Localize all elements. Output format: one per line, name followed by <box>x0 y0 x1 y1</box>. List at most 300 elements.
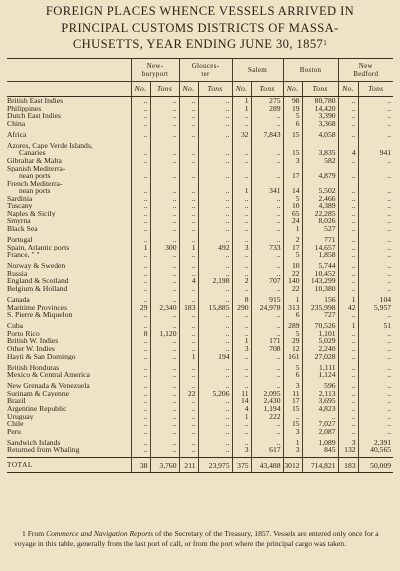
vessel-count-cell <box>338 165 358 173</box>
tonnage-cell: .. <box>251 311 283 319</box>
tonnage-cell: .. <box>358 337 393 345</box>
table-row <box>7 277 393 285</box>
place-name: Hayti & San Domingo <box>7 352 76 361</box>
vessel-count-cell: .. <box>232 225 251 233</box>
vessel-count-cell: .. <box>232 322 251 330</box>
vessel-count-cell: .. <box>338 330 358 338</box>
vessel-count-cell <box>283 165 302 173</box>
vessel-count-cell: .. <box>338 195 358 203</box>
vessel-count-cell: .. <box>232 202 251 210</box>
tonnage-cell: .. <box>251 330 283 338</box>
vessel-count-cell: .. <box>131 236 150 244</box>
total-row <box>7 458 393 473</box>
vessel-count-cell: .. <box>338 131 358 139</box>
vessel-count-cell: .. <box>131 296 150 304</box>
vessel-count-cell: 15 <box>283 420 302 428</box>
tonnage-cell: 22,285 <box>302 210 338 218</box>
table-row <box>7 439 393 447</box>
tonnage-cell: 14,420 <box>302 105 338 113</box>
tonnage-cell: .. <box>198 322 232 330</box>
tonnage-cell: .. <box>358 97 393 105</box>
tonnage-cell: 104 <box>358 296 393 304</box>
vessel-count-cell: 289 <box>283 322 302 330</box>
place-name: Chile <box>7 420 24 428</box>
vessel-count-cell: .. <box>338 390 358 398</box>
place-name: Philippines <box>7 104 42 113</box>
district-header-newburyport: New- buryport <box>131 59 179 82</box>
tonnage-cell: .. <box>150 105 179 113</box>
vessel-count-cell: .. <box>338 420 358 428</box>
tonnage-cell <box>251 165 283 173</box>
vessel-count-cell: .. <box>338 353 358 361</box>
vessel-count-cell: .. <box>131 439 150 447</box>
vessel-count-cell: .. <box>179 187 198 195</box>
vessel-count-cell: 1 <box>232 105 251 113</box>
tonnage-cell: 1,120 <box>150 330 179 338</box>
vessel-count-cell: .. <box>131 397 150 405</box>
vessel-count-cell: .. <box>338 413 358 421</box>
place-name: Maritime Provinces <box>7 303 68 312</box>
place-name: Norway & Sweden <box>7 262 66 270</box>
vessel-count-cell: 1 <box>338 322 358 330</box>
vessel-count-cell: .. <box>131 390 150 398</box>
table-row <box>7 120 393 128</box>
vessel-count-cell <box>131 165 150 173</box>
vessel-count-cell: 1 <box>232 187 251 195</box>
place-name: Brazil <box>7 397 26 405</box>
tonnage-cell: 289 <box>251 105 283 113</box>
vessel-count-cell <box>338 180 358 188</box>
vessel-count-cell: 5 <box>283 195 302 203</box>
vessel-count-cell: 32 <box>232 131 251 139</box>
tonnage-cell: 4,879 <box>302 172 338 180</box>
tonnage-cell: .. <box>358 311 393 319</box>
tonnage-cell: .. <box>198 428 232 436</box>
vessel-count-cell: 4 <box>179 277 198 285</box>
vessel-count-cell: 313 <box>283 304 302 312</box>
vessel-count-cell: 24 <box>283 217 302 225</box>
tonnage-cell: .. <box>251 210 283 218</box>
tonnage-cell: 40,565 <box>358 446 393 454</box>
tonnage-cell: .. <box>198 97 232 105</box>
vessel-count-cell: 1 <box>131 244 150 252</box>
tonnage-cell: .. <box>150 397 179 405</box>
tonnage-cell: .. <box>150 390 179 398</box>
tonnage-cell: .. <box>251 270 283 278</box>
tonnage-cell <box>251 142 283 150</box>
vessel-count-cell: 2 <box>283 236 302 244</box>
tonnage-cell: .. <box>198 131 232 139</box>
tonnage-cell: 8,026 <box>302 217 338 225</box>
vessel-count-cell: .. <box>131 225 150 233</box>
tonnage-cell: 222 <box>251 413 283 421</box>
table-row <box>7 270 393 278</box>
vessel-count-cell: 5 <box>283 364 302 372</box>
table-row <box>7 142 393 150</box>
vessel-count-cell: .. <box>179 172 198 180</box>
vessel-count-cell: .. <box>179 420 198 428</box>
tonnage-cell: 156 <box>302 296 338 304</box>
vessel-count-cell: 3 <box>232 446 251 454</box>
tonnage-cell: .. <box>150 439 179 447</box>
vessel-count-cell: .. <box>179 337 198 345</box>
vessel-count-cell <box>131 142 150 150</box>
vessel-count-cell: 5 <box>283 251 302 259</box>
tonnage-cell <box>150 180 179 188</box>
tonnage-cell: .. <box>251 262 283 270</box>
tonnage-cell: .. <box>150 262 179 270</box>
tonnage-cell: 275 <box>251 97 283 105</box>
vessel-count-cell: .. <box>338 345 358 353</box>
vessel-count-cell: 14 <box>283 187 302 195</box>
vessel-count-cell: 8 <box>232 296 251 304</box>
tonnage-cell: .. <box>150 217 179 225</box>
footnote <box>14 529 390 549</box>
tonnage-cell: .. <box>358 405 393 413</box>
tonnage-cell: 1,194 <box>251 405 283 413</box>
vessel-count-cell: 3 <box>338 439 358 447</box>
vessel-count-cell: 3 <box>232 345 251 353</box>
vessel-count-cell: 5 <box>283 330 302 338</box>
vessel-count-cell: .. <box>232 428 251 436</box>
vessel-count-cell: .. <box>232 371 251 379</box>
tonnage-cell: 1,111 <box>302 364 338 372</box>
vessel-count-cell: 98 <box>283 97 302 105</box>
tonnage-cell: .. <box>251 112 283 120</box>
tonnage-cell <box>358 165 393 173</box>
place-name: nean ports <box>19 172 51 180</box>
tonnage-cell: .. <box>358 105 393 113</box>
vessel-count-cell: 6 <box>283 120 302 128</box>
title-line-3 <box>6 36 394 53</box>
vessel-count-cell: 1 <box>232 413 251 421</box>
table-row <box>7 285 393 293</box>
vessel-count-cell: .. <box>338 337 358 345</box>
tonnage-cell: .. <box>358 371 393 379</box>
place-name: British East Indies <box>7 96 64 105</box>
tonnage-cell: .. <box>198 364 232 372</box>
tonnage-cell: .. <box>150 251 179 259</box>
tonnage-cell <box>358 142 393 150</box>
vessel-count-cell: .. <box>179 322 198 330</box>
table-row <box>7 236 393 244</box>
vessel-count-cell: 4 <box>232 405 251 413</box>
tonnage-cell: .. <box>150 382 179 390</box>
tonnage-cell <box>302 142 338 150</box>
vessel-count-cell: 17 <box>283 397 302 405</box>
place-name: Belgium & Holland <box>7 284 68 293</box>
place-name: Porto Rico <box>7 329 40 338</box>
vessel-count-cell: .. <box>131 172 150 180</box>
vessel-count-cell <box>232 180 251 188</box>
tonnage-cell: 2,113 <box>302 390 338 398</box>
tonnage-cell: 27,028 <box>302 353 338 361</box>
place-name: British W. Indies <box>7 337 59 345</box>
vessel-count-cell: .. <box>131 428 150 436</box>
vessel-count-cell: .. <box>179 149 198 157</box>
tonnage-cell: .. <box>358 270 393 278</box>
vessel-count-cell: .. <box>131 262 150 270</box>
tonnage-cell: .. <box>358 244 393 252</box>
vessel-count-cell: .. <box>232 172 251 180</box>
tonnage-cell: .. <box>198 236 232 244</box>
table-row <box>7 105 393 113</box>
vessel-count-cell: .. <box>338 277 358 285</box>
tonnage-cell: 235,998 <box>302 304 338 312</box>
tonnage-cell: .. <box>358 225 393 233</box>
place-name: Smyrna <box>7 217 31 225</box>
tonnage-cell: 5,206 <box>198 390 232 398</box>
tonnage-cell: .. <box>251 251 283 259</box>
vessel-count-cell: .. <box>179 428 198 436</box>
tonnage-cell: .. <box>358 131 393 139</box>
tonnage-cell: .. <box>150 236 179 244</box>
tonnage-cell: .. <box>198 296 232 304</box>
vessel-count-cell <box>131 180 150 188</box>
tonnage-cell: .. <box>251 120 283 128</box>
place-name: England & Scotland <box>7 277 69 285</box>
tonnage-cell: 14,657 <box>302 244 338 252</box>
vessel-count-cell: 1 <box>232 337 251 345</box>
table-row <box>7 165 393 173</box>
vessel-count-cell: .. <box>232 236 251 244</box>
tonnage-cell: 51 <box>358 322 393 330</box>
vessel-count-cell: .. <box>179 285 198 293</box>
col-header-no: No. <box>179 82 198 97</box>
vessel-count-cell: 3 <box>283 382 302 390</box>
tonnage-cell: .. <box>358 390 393 398</box>
vessel-count-cell: .. <box>131 202 150 210</box>
vessel-count-cell: .. <box>131 251 150 259</box>
vessel-count-cell: .. <box>131 217 150 225</box>
tonnage-cell: 5,744 <box>302 262 338 270</box>
place-name: S. Pierre & Miquelon <box>7 311 73 319</box>
tonnage-cell: .. <box>198 187 232 195</box>
tonnage-cell: 845 <box>302 446 338 454</box>
table-row <box>7 244 393 252</box>
vessel-count-cell: 22 <box>283 270 302 278</box>
place-name: Tuscany <box>7 202 33 210</box>
vessel-count-cell: .. <box>179 270 198 278</box>
vessel-count-cell: 6 <box>283 371 302 379</box>
vessel-count-cell: .. <box>179 217 198 225</box>
place-name: Africa <box>7 130 27 139</box>
tonnage-cell: .. <box>302 413 338 421</box>
vessel-count-cell: .. <box>283 413 302 421</box>
place-name: Canada <box>7 296 30 304</box>
tonnage-cell: .. <box>251 217 283 225</box>
tonnage-cell: .. <box>150 364 179 372</box>
vessel-count-cell: 8 <box>131 330 150 338</box>
tonnage-cell: 4,389 <box>302 202 338 210</box>
table-row <box>7 330 393 338</box>
vessel-count-cell: 211 <box>179 458 198 473</box>
vessel-count-cell: 17 <box>283 244 302 252</box>
table-row <box>7 112 393 120</box>
tonnage-cell: .. <box>150 97 179 105</box>
tonnage-cell: .. <box>150 353 179 361</box>
tonnage-cell: 596 <box>302 382 338 390</box>
vessel-count-cell: .. <box>232 364 251 372</box>
vessel-count-cell: 1 <box>283 296 302 304</box>
vessel-count-cell: .. <box>338 428 358 436</box>
place-name: Black Sea <box>7 224 38 233</box>
tonnage-cell: .. <box>251 202 283 210</box>
tonnage-cell: .. <box>358 172 393 180</box>
tonnage-cell: .. <box>198 337 232 345</box>
tonnage-cell: .. <box>198 202 232 210</box>
vessel-count-cell: .. <box>232 157 251 165</box>
vessel-count-cell: .. <box>232 285 251 293</box>
vessel-count-cell: .. <box>232 262 251 270</box>
tonnage-cell: .. <box>358 202 393 210</box>
tonnage-cell: .. <box>358 428 393 436</box>
vessel-count-cell: .. <box>232 353 251 361</box>
vessel-count-cell: 3 <box>283 157 302 165</box>
table-row <box>7 345 393 353</box>
table-row <box>7 217 393 225</box>
vessel-count-cell: 4 <box>338 149 358 157</box>
vessel-count-cell: .. <box>179 345 198 353</box>
col-header-no: No. <box>131 82 150 97</box>
table-row <box>7 304 393 312</box>
vessel-count-cell: .. <box>232 217 251 225</box>
tonnage-cell: .. <box>150 210 179 218</box>
vessel-count-cell: .. <box>179 330 198 338</box>
vessel-count-cell: .. <box>232 439 251 447</box>
tonnage-cell: .. <box>198 382 232 390</box>
title-line-2: PRINCIPAL CUSTOMS DISTRICTS OF MASSA- <box>61 20 339 35</box>
tonnage-cell: 70,526 <box>302 322 338 330</box>
vessel-count-cell: 161 <box>283 353 302 361</box>
table-row <box>7 405 393 413</box>
tonnage-cell: 708 <box>251 345 283 353</box>
vessel-count-cell: 17 <box>283 172 302 180</box>
vessel-count-cell: .. <box>179 446 198 454</box>
vessel-count-cell: .. <box>179 296 198 304</box>
tonnage-cell: .. <box>358 236 393 244</box>
vessel-count-cell: .. <box>179 202 198 210</box>
vessel-count-cell: .. <box>179 195 198 203</box>
tonnage-cell: 714,821 <box>302 458 338 473</box>
place-name: Spain, Atlantic ports <box>7 243 70 252</box>
tonnage-cell: .. <box>198 195 232 203</box>
tonnage-cell: .. <box>150 131 179 139</box>
tonnage-cell: .. <box>150 413 179 421</box>
tonnage-cell: 582 <box>302 157 338 165</box>
tonnage-cell: 492 <box>198 244 232 252</box>
tonnage-cell: .. <box>358 364 393 372</box>
tonnage-cell: .. <box>150 428 179 436</box>
vessel-count-cell: .. <box>179 120 198 128</box>
tonnage-cell: .. <box>150 371 179 379</box>
vessel-count-cell: .. <box>338 270 358 278</box>
tonnage-cell: .. <box>198 172 232 180</box>
tonnage-cell: .. <box>251 322 283 330</box>
vessel-count-cell: 42 <box>338 304 358 312</box>
vessel-count-cell: 290 <box>232 304 251 312</box>
tonnage-cell: .. <box>150 322 179 330</box>
tonnage-cell: 527 <box>302 225 338 233</box>
vessel-count-cell: .. <box>232 210 251 218</box>
place-name: nean ports <box>19 187 51 195</box>
place-name: Portugal <box>7 236 33 244</box>
vessel-count-cell: 3 <box>283 428 302 436</box>
vessel-count-cell: .. <box>232 112 251 120</box>
vessel-count-cell: 29 <box>283 337 302 345</box>
table-row <box>7 296 393 304</box>
vessel-count-cell: .. <box>338 187 358 195</box>
tonnage-cell: 3,390 <box>302 112 338 120</box>
vessel-count-cell: .. <box>232 251 251 259</box>
vessel-count-cell: .. <box>131 149 150 157</box>
table-row <box>7 390 393 398</box>
vessel-count-cell: 132 <box>338 446 358 454</box>
vessel-count-cell: .. <box>232 195 251 203</box>
tonnage-cell: 771 <box>302 236 338 244</box>
district-header-boston: Boston <box>283 59 338 82</box>
vessel-count-cell: 183 <box>338 458 358 473</box>
table-row <box>7 149 393 157</box>
vessel-count-cell: .. <box>131 210 150 218</box>
vessel-count-cell: .. <box>131 420 150 428</box>
tonnage-cell: 15,885 <box>198 304 232 312</box>
tonnage-cell: .. <box>150 172 179 180</box>
tonnage-cell: 10,452 <box>302 270 338 278</box>
tonnage-cell: 50,009 <box>358 458 393 473</box>
tonnage-cell: 5,502 <box>302 187 338 195</box>
tonnage-cell: .. <box>198 105 232 113</box>
vessel-count-cell: 140 <box>283 277 302 285</box>
col-header-no: No. <box>283 82 302 97</box>
tonnage-cell: .. <box>198 311 232 319</box>
vessel-count-cell: .. <box>131 353 150 361</box>
vessel-count-cell: .. <box>179 382 198 390</box>
place-name: Returned from Whaling <box>7 446 80 454</box>
tonnage-cell: 3,760 <box>150 458 179 473</box>
vessel-count-cell: 38 <box>131 458 150 473</box>
vessel-count-cell: 11 <box>283 390 302 398</box>
vessel-count-cell: 3 <box>283 446 302 454</box>
tonnage-cell <box>198 180 232 188</box>
title-line-3-text: CHUSETTS, YEAR ENDING JUNE 30, 1857 <box>72 37 324 52</box>
tonnage-cell: .. <box>150 225 179 233</box>
vessel-count-cell: .. <box>131 270 150 278</box>
footnote-text-1: From <box>25 529 47 538</box>
vessel-count-cell <box>179 142 198 150</box>
place-name: Sandwich Islands <box>7 438 61 447</box>
vessel-count-cell: .. <box>338 97 358 105</box>
table-body <box>7 97 393 473</box>
vessel-count-cell: 10 <box>283 262 302 270</box>
tonnage-cell: 2,340 <box>150 304 179 312</box>
tonnage-cell: 707 <box>251 277 283 285</box>
vessel-count-cell: .. <box>131 285 150 293</box>
vessel-count-cell: .. <box>179 413 198 421</box>
tonnage-cell <box>150 142 179 150</box>
table-row <box>7 131 393 139</box>
tonnage-cell: .. <box>198 112 232 120</box>
vessel-count-cell: 6 <box>283 311 302 319</box>
vessel-count-cell: .. <box>338 244 358 252</box>
tonnage-cell: 143,299 <box>302 277 338 285</box>
vessel-count-cell: .. <box>179 157 198 165</box>
header-row-districts <box>7 59 393 82</box>
tonnage-cell: .. <box>251 172 283 180</box>
vessel-count-cell <box>179 180 198 188</box>
place-name: Azores, Cape Verde Islands, <box>7 141 93 150</box>
header-row-units <box>7 82 393 97</box>
